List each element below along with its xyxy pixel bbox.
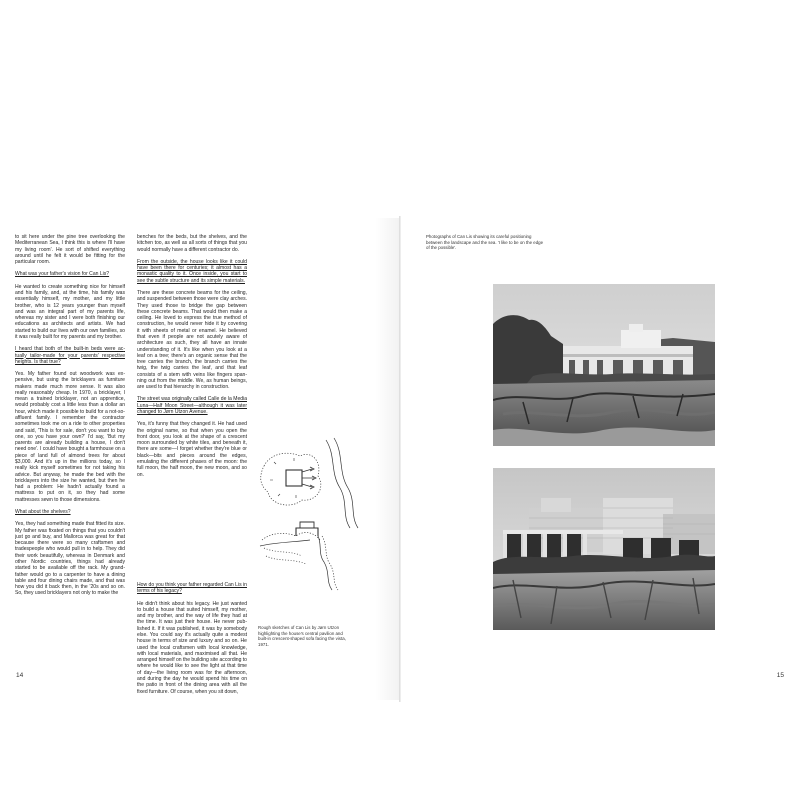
text-column-2 [137, 234, 247, 580]
right-page [400, 218, 800, 700]
interview-answer: Yes, it's funny that they changed it. He had used the original name, so that when you open the front door, you look at the shape of a crescent moon surrounded by white tiles, and beneath it, there are some—I forget whether they're blue or black—bits and pieces around the edges, emulating the different phases of the moon: the full moon, the half moon, the new moon, and so on. [137, 421, 247, 478]
interview-question: The street was originally called Calle de la Media Luna—Half Moon Street—although it was later changed to Jørn Utzon Avenue. [137, 396, 247, 416]
interview-question: What was your father's vision for Can Lis? [15, 271, 110, 278]
page-fold-shadow [375, 218, 399, 700]
photo-caption: Photographs of Can Lis showing its careful positioning between the landscape and the sea. 'I like to be on the edge of the possible'. [426, 234, 544, 251]
sketch-illustration [256, 436, 362, 592]
page-number-left: 14 [16, 672, 24, 679]
interview-answer: There are these concrete beams for the ceiling, and suspended between those were clay arches. They used those to bridge the gap between these concrete beams. That would then make a ceiling. He loved to express the true method of construction, he would never hide it by covering it with sheets of metal or enamel. He believed that even if people are not acutely aware of architecture as such, they all have an innate understanding of it. It's like when you look at a leaf on a tree; there's an organic sense that the tree carries the branch, the branch carries the twig, the twig carries the leaf, and that leaf consists of a stem with veins like fingers spanning out from the middle. We, as human beings, are used to that hierarchy in construction. [137, 289, 247, 391]
interview-question: From the outside, the house looks like it could have been there for centuries; it almost has a monastic quality to it. Once inside, you start to see the subtle structure and its simple materials. [137, 258, 247, 284]
sketch-caption: Rough sketches of Can Lis by Jørn Utzon highlighting the house's central pavilion and built-in crescent-shaped sofa facing the vista, 1971. [258, 625, 346, 647]
interview-answer: benches for the beds, but the shelves, and the kitchen too, as well as all sorts of things that you would normally have a different contractor do. [137, 234, 247, 253]
interview-answer: to sit here under the pine tree overlooking the Mediterranean Sea, I think this is where I'll have my living room'. He sort of shifted everything around until he felt it would be fitting for the particular room. [15, 234, 125, 266]
interview-question: I heard that both of the built-in beds were actually tailor-made for your parents' respective heights. Is that true? [15, 346, 125, 365]
book-gutter [399, 216, 401, 702]
interview-answer: He wanted to create something nice for himself and his family, and, at the time, his family was essentially himself, my mother, and my little brother, who is 12 years younger than myself and was an integral part of my parents life, whereas my sister and I were both finishing our educations as architects and artists. We had started to build our lives with our own families, so it was really built for my parents and my brother. [15, 283, 125, 340]
interview-answer: Yes, they had something made that fitted its size. My father was fixated on things that you couldn't just go and buy, and Mallorca was great for that because there were so many craftsmen and tradespeople who would pull in to help. They did their work beautifully, whereas in Denmark and other Nordic countries, things had already started to be available off the rack. My grandfather would go to a carpenter to have a dining table and four dining chairs made, and that was how you did it back then, in the '20s and so on. So, they used bricklayers not only to make the [15, 521, 125, 597]
photo-house-courtyard [493, 468, 715, 630]
text-column-3 [137, 582, 247, 696]
left-page [0, 218, 400, 700]
page-number-right: 15 [776, 672, 784, 679]
text-column-1 [15, 234, 125, 646]
interview-question: What about the shelves? [15, 508, 71, 515]
interview-answer: He didn't think about his legacy. He just wanted to build a house that suited himself, my mother, and my brother, and the way of life they had at the time. It was just their house. He never published it. If it was published, it was by somebody else. You could say it's actually quite a modest house in terms of size and luxury and so on. He used the local craftsmen with local knowledge, with local materials, and maximised all that. He arranged himself on the building site according to where he would like to see the light at that time of day—the living room was for the afternoon, and during the day he would spend his time on the patio in front of the dining area with all the fixed furniture. Of course, when you sit down, [137, 600, 247, 695]
interview-question: How do you think your father regarded Can Lis in terms of his legacy? [137, 582, 247, 595]
interview-answer: Yes. My father found out woodwork was expensive, but using the bricklayers as furniture makers made much more sense. It was also really reasonably cheap. In 1970, a bricklayer, I mean a trained bricklayer, not an apprentice, would probably cost a little less than a dollar an hour, which made it possible to build for a not-so-affluent family. I remember the contractor sometimes took me on a ride to other properties and said, 'This is for sale, don't you want to buy one, so you have your own?' I'd say, 'But my parents are already building a house, I don't need one'. I could have bought a farmhouse on a piece of land full of almond trees for about $3,000. And it's up in the millions today, so I really kick myself sometimes for not taking his advice. But anyway, he made the bed with the bricklayers into the size he wanted, but then he had a problem: He hadn't actually found a mattress to put on it, so they had some mattresses sewn to those dimensions. [15, 371, 125, 503]
photo-house-on-cliff [493, 284, 715, 446]
